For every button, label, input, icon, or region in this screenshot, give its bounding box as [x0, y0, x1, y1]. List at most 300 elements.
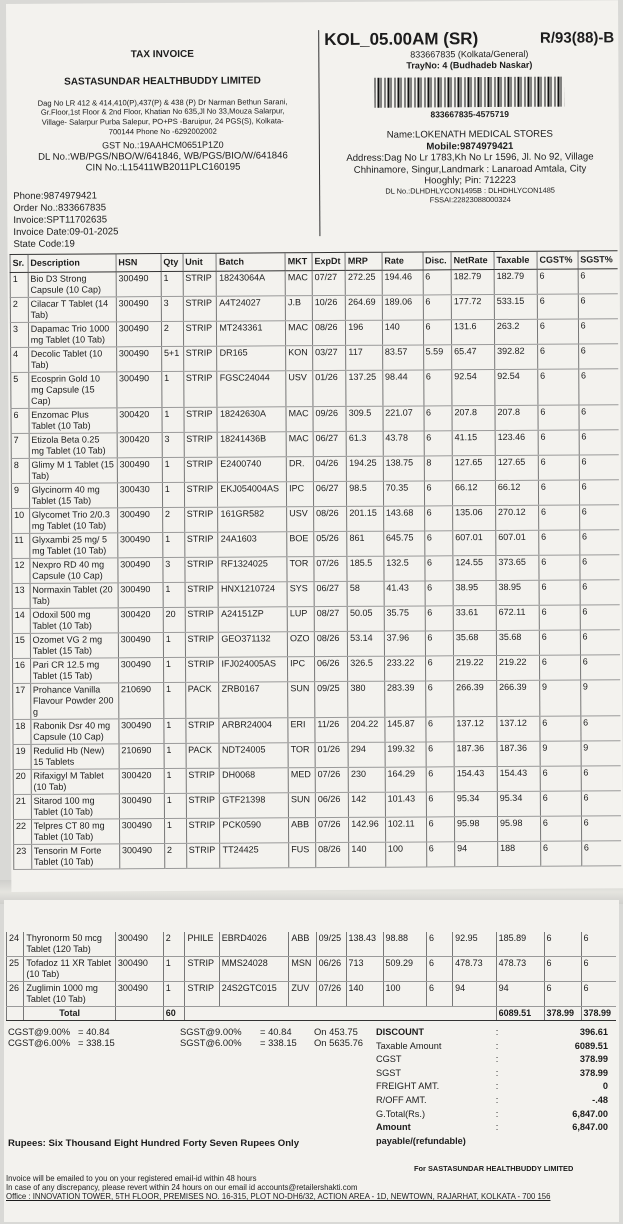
cell-unit: STRIP [185, 582, 219, 607]
cell-net: 137.12 [454, 717, 497, 742]
cell-unit: STRIP [184, 507, 218, 532]
company-address: Dag No LR 412 & 414,410(P),437(P) & 438 (P) Dr Narman Bethun Sarani, Gr.Floor,1st Floor & 2nd Floor, Khatian No 635,Jl No 33,Mouza Salarpur, Village- Salarpur Purba Salepur, PO+PS -Baruipur, 24 PGS(S), Kolkata- 700144 Phone No -6292002002 [37, 96, 288, 137]
summary-colon: : [495, 1054, 499, 1065]
cell-net: 65.47 [452, 345, 495, 370]
cell-net: 66.12 [452, 481, 495, 506]
cell-mrp: 142 [349, 792, 386, 817]
cell-desc: Glimy M 1 Tablet (15 Tab) [29, 458, 117, 484]
cell-cgst: 6 [540, 816, 581, 841]
customer-address-3: Hooghly; Pin: 712223 [424, 175, 516, 187]
route-line [324, 28, 614, 50]
cell-sr: 26 [7, 982, 24, 1007]
column-header-sgst: SGST% [578, 251, 618, 269]
invoice-sheet-bottom [4, 900, 619, 1222]
cell-sgst: 6 [579, 455, 619, 480]
cell-batch: 18241436B [218, 432, 287, 457]
cell-sr: 25 [7, 957, 24, 982]
cell-mrp: 326.5 [348, 656, 385, 681]
cell-batch: RF1324025 [218, 557, 287, 582]
cell-rate: 645.75 [383, 531, 424, 556]
cell-rate: 100 [385, 842, 426, 867]
order-meta [13, 189, 313, 251]
summary-value: 396.61 [579, 1027, 608, 1037]
summary-value: 378.99 [579, 1067, 608, 1078]
table-row [14, 841, 622, 870]
gst-number: GST No.:19AAHCM0651P1Z0 [102, 139, 224, 151]
cell-net: 95.34 [454, 792, 497, 817]
cell-tax: 94 [496, 982, 544, 1007]
cell-unit: STRIP [184, 457, 218, 482]
order-city: 833667835 (Kolkata/General) [410, 48, 529, 60]
cell-exp: 08/26 [316, 842, 349, 867]
cell-exp: 09/25 [316, 932, 346, 957]
cell-desc: Rabonik Dsr 40 mg Capsule (10 Cap) [31, 719, 119, 745]
cell-rate: 43.78 [383, 431, 424, 456]
cell-sgst: 6 [579, 505, 619, 530]
cell-rate: 221.07 [383, 406, 424, 431]
column-header-unit: Unit [183, 253, 217, 271]
cell-disc: 6 [423, 370, 452, 406]
cell-tax: 187.36 [497, 741, 540, 766]
cell-batch: ZRB0167 [219, 682, 288, 718]
cell-mkt: SUN [288, 682, 315, 718]
cell-unit: STRIP [186, 768, 220, 793]
cell-hsn: 300420 [118, 608, 163, 633]
cell-desc: Decolic Tablet (10 Tab) [28, 347, 116, 373]
cell-disc: 6 [423, 320, 452, 345]
cell-disc: 6 [424, 556, 453, 581]
cell-batch: ARBR24004 [219, 718, 288, 743]
cell-sgst: 6 [581, 716, 621, 741]
cell-sgst: 6 [579, 430, 619, 455]
column-header-batch: Batch [216, 253, 285, 271]
cell-desc: Tensorin M Forte Tablet (10 Tab) [31, 844, 119, 870]
cell-sgst: 6 [579, 405, 619, 430]
cell-rate: 98.44 [382, 370, 423, 406]
cell-mkt: ABB [289, 932, 316, 957]
cell-net: 478.73 [453, 957, 497, 982]
cell-exp: 06/27 [313, 481, 346, 506]
phone: Phone:9874979421 [13, 190, 97, 202]
cell-qty: 5+1 [161, 346, 183, 371]
cell-disc: 6 [426, 842, 455, 867]
cell-disc: 6 [425, 717, 454, 742]
cell-qty: 3 [162, 432, 184, 457]
cell-cgst: 6 [539, 630, 580, 655]
cell-hsn: 300490 [116, 272, 161, 297]
summary-value: 6,847.00 [572, 1108, 608, 1119]
cell-exp: 03/27 [313, 345, 346, 370]
cell-hsn: 300490 [116, 347, 161, 372]
cell-sr: 4 [11, 347, 29, 372]
table-row [7, 957, 617, 982]
cell-unit: STRIP [183, 321, 217, 346]
cell-mkt: MAC [286, 432, 313, 457]
cell-sgst: 6 [578, 269, 618, 294]
cell-net: 266.39 [454, 681, 497, 717]
column-header-tax: Taxable [494, 251, 537, 269]
for-company: For SASTASUNDAR HEALTHBUDDY LIMITED [414, 1164, 574, 1173]
route-code: KOL_05.00AM (SR) [324, 29, 479, 50]
summary-colon: : [495, 1040, 499, 1051]
table-row [10, 319, 618, 348]
cell-tax: 266.39 [497, 680, 540, 716]
cell-mkt: TOR [288, 743, 315, 768]
barcode [374, 77, 564, 108]
total-row [7, 1007, 617, 1021]
cell-rate: 189.06 [382, 295, 423, 320]
cell-batch: GTF21398 [220, 793, 289, 818]
cell-hsn: 300490 [115, 932, 163, 957]
cell-exp: 08/27 [314, 606, 347, 631]
cell-unit: STRIP [183, 346, 217, 371]
cell-sgst: 6 [581, 816, 621, 841]
cell-disc: 6 [424, 531, 453, 556]
cell-disc: 6 [427, 932, 453, 957]
cell-qty: 3 [163, 557, 185, 582]
cell-tax: 123.46 [495, 430, 538, 455]
cell-sgst: 6 [578, 294, 618, 319]
table-row [12, 655, 620, 684]
cell-mrp: 185.5 [347, 556, 384, 581]
summary-colon: : [495, 1094, 499, 1105]
cell-rate: 98.88 [383, 932, 427, 957]
cell-exp: 10/26 [312, 295, 345, 320]
cell-batch: EBRD4026 [219, 932, 289, 957]
cell-cgst: 6 [538, 405, 579, 430]
cell-sr: 23 [14, 844, 32, 869]
cin-number: CIN No.:L15411WB2011PLC160195 [85, 161, 241, 174]
cell-mrp: 272.25 [345, 270, 382, 295]
cell-rate: 509.29 [383, 957, 427, 982]
cell-rate: 83.57 [382, 345, 423, 370]
column-header-net: NetRate [451, 252, 494, 270]
cell-qty: 1 [163, 582, 185, 607]
cell-batch: 24S2GTC015 [219, 982, 289, 1007]
invoice-date: Invoice Date:09-01-2025 [13, 225, 119, 238]
cell-net: 154.43 [454, 767, 497, 792]
cell-batch: E2400740 [218, 457, 287, 482]
cell-mkt: IPC [287, 482, 314, 507]
cell-mrp: 264.69 [346, 295, 383, 320]
cell-tax: 127.65 [495, 455, 538, 480]
cell-disc: 6 [425, 656, 454, 681]
cell-mrp: 53.14 [348, 631, 385, 656]
barcode-text: 833667835-4575719 [430, 108, 509, 120]
summary-label: SGST [376, 1067, 402, 1078]
cell-rate: 143.68 [383, 506, 424, 531]
cell-mkt: BOE [287, 532, 314, 557]
summary-label: R/OFF AMT. [376, 1094, 427, 1105]
cell-qty: 2 [162, 507, 184, 532]
cell-sr: 17 [13, 683, 31, 719]
cell-hsn: 300420 [117, 408, 162, 433]
company-name: SASTASUNDAR HEALTHBUDDY LIMITED [64, 75, 261, 88]
cell-rate: 70.35 [383, 481, 424, 506]
cell-disc: 6 [425, 606, 454, 631]
tax-line-9: CGST@9.00% = 40.84 SGST@9.00% = 40.84 On 453.75 [8, 1026, 358, 1037]
cell-disc: 6 [423, 270, 452, 295]
cell-sgst: 6 [581, 932, 616, 957]
cell-sr: 13 [12, 583, 30, 608]
cell-net: 92.95 [453, 932, 497, 957]
customer-address-2: Chhinamore, Singur,Landmark : Lanaroad Amtala, City [353, 163, 587, 176]
cell-unit: STRIP [184, 407, 218, 432]
cell-exp: 01/26 [313, 370, 347, 406]
table-row [11, 405, 619, 434]
cell-net: 124.55 [453, 556, 496, 581]
cell-cgst: 9 [540, 741, 581, 766]
cell-sr: 2 [10, 297, 28, 322]
cell-mrp: 713 [346, 957, 383, 982]
cell-net: 41.15 [452, 431, 495, 456]
cell-batch: MMS24028 [219, 957, 289, 982]
cell-hsn: 300490 [118, 558, 163, 583]
table-row [11, 480, 619, 509]
summary-colon: : [495, 1081, 499, 1092]
cell-unit: STRIP [185, 982, 219, 1007]
cell-mrp: 196 [346, 320, 383, 345]
cell-mkt: USV [286, 371, 313, 407]
cell-net: 127.65 [452, 456, 495, 481]
cell-unit: PHILE [185, 932, 219, 957]
cell-sgst: 6 [580, 580, 620, 605]
cell-tax: 188 [498, 841, 541, 866]
cell-mkt: MSN [289, 957, 316, 982]
cell-disc: 6 [426, 767, 455, 792]
cell-hsn: 300490 [117, 533, 162, 558]
cell-tax: 607.01 [496, 530, 539, 555]
table-row [11, 344, 619, 373]
cell-cgst: 6 [537, 319, 578, 344]
cell-exp: 07/26 [316, 982, 346, 1007]
cell-cgst: 6 [539, 580, 580, 605]
cell-qty: 1 [162, 371, 184, 407]
customer-mobile: Mobile:9874979421 [426, 140, 514, 153]
cell-hsn: 300490 [119, 819, 164, 844]
summary-label: G.Total(Rs.) [376, 1108, 426, 1119]
summary-colon: : [495, 1027, 499, 1037]
cell-net: 38.95 [453, 581, 496, 606]
cell-sr: 24 [7, 932, 24, 957]
column-header-desc: Description [28, 254, 116, 273]
summary-row [376, 1040, 608, 1054]
cell-rate: 194.46 [382, 270, 423, 295]
cell-qty: 1 [163, 682, 185, 718]
cell-net: 92.54 [452, 370, 495, 406]
cell-unit: STRIP [185, 607, 219, 632]
cell-mkt: FUS [289, 843, 316, 868]
cell-sr: 21 [13, 794, 31, 819]
cell-hsn: 300490 [119, 794, 164, 819]
table-row [10, 269, 618, 298]
cell-mrp: 58 [347, 581, 384, 606]
cell-net: 607.01 [453, 531, 496, 556]
cell-batch: FGSC24044 [217, 371, 286, 407]
summary-row [376, 1053, 608, 1067]
cell-mrp: 294 [348, 742, 385, 767]
cell-hsn: 300430 [117, 483, 162, 508]
summary-label: Taxable Amount [376, 1040, 442, 1051]
cell-mrp: 50.05 [347, 606, 384, 631]
cell-rate: 138.75 [383, 456, 424, 481]
cell-mrp: 140 [349, 842, 386, 867]
table-row [10, 294, 618, 323]
cell-tax: 533.15 [494, 294, 537, 319]
cell-unit: STRIP [184, 557, 218, 582]
cell-disc: 6 [426, 742, 455, 767]
customer-dl: DL No.:DLHDHLYCON1495B : DLHDHLYCON1485 [385, 185, 555, 196]
cell-unit: STRIP [183, 296, 217, 321]
cell-desc: Ozomet VG 2 mg Tablet (15 Tab) [30, 633, 118, 659]
cell-cgst: 6 [540, 766, 581, 791]
table-row [12, 505, 620, 534]
cell-net: 182.79 [451, 270, 494, 295]
column-header-exp: ExpDt [312, 252, 345, 270]
cell-sr: 9 [11, 483, 29, 508]
cell-sr: 22 [13, 819, 31, 844]
cell-mkt: MAC [285, 271, 312, 296]
cell-exp: 07/27 [312, 270, 345, 295]
cell-unit: PACK [186, 743, 220, 768]
cell-net: 35.68 [453, 631, 496, 656]
cell-exp: 05/26 [314, 531, 347, 556]
cell-batch: DH0068 [220, 768, 289, 793]
cell-tax: 95.98 [497, 816, 540, 841]
cell-unit: STRIP [183, 371, 217, 407]
cell-desc: Thyronorm 50 mcg Tablet (120 Tab) [24, 932, 115, 957]
cell-rate: 233.22 [384, 656, 425, 681]
cell-mkt: SUN [288, 793, 315, 818]
cell-tax: 95.34 [497, 791, 540, 816]
cell-qty: 1 [164, 818, 186, 843]
cell-net: 207.8 [452, 406, 495, 431]
cell-unit: PACK [185, 682, 219, 718]
cell-unit: STRIP [183, 271, 217, 296]
cell-tax: 92.54 [495, 369, 538, 405]
cell-cgst: 6 [538, 369, 579, 405]
cell-exp: 06/27 [313, 431, 346, 456]
cell-sr: 6 [11, 408, 29, 433]
total-label: Total [24, 1007, 115, 1021]
cell-qty: 1 [164, 793, 186, 818]
cell-unit: STRIP [185, 718, 219, 743]
cell-desc: Glycinorm 40 mg Tablet (15 Tab) [29, 483, 117, 509]
cell-net: 135.06 [453, 506, 496, 531]
cell-sr: 18 [13, 719, 31, 744]
cell-exp: 04/26 [313, 456, 346, 481]
column-header-qty: Qty [161, 253, 183, 271]
cell-mrp: 137.25 [346, 370, 383, 406]
cell-batch: IFJ024005AS [219, 657, 288, 682]
cell-sr: 7 [11, 433, 29, 458]
cell-sr: 1 [10, 272, 28, 297]
cell-cgst: 6 [539, 555, 580, 580]
cell-disc: 6 [424, 481, 453, 506]
cell-sr: 16 [12, 658, 30, 683]
cell-hsn: 300490 [118, 583, 163, 608]
cell-tax: 392.82 [495, 344, 538, 369]
cell-cgst: 6 [539, 605, 580, 630]
cell-exp: 06/26 [316, 957, 346, 982]
summary-row [376, 1094, 608, 1108]
cell-unit: STRIP [185, 632, 219, 657]
cell-tax: 38.95 [496, 580, 539, 605]
customer-name: Name:LOKENATH MEDICAL STORES [386, 128, 553, 141]
cell-hsn: 300490 [116, 322, 161, 347]
total-qty: 60 [163, 1007, 185, 1021]
customer-fssai: FSSAI:22823088000324 [429, 194, 511, 205]
cell-desc: Telpres CT 80 mg Tablet (10 Tab) [31, 819, 119, 845]
cell-hsn: 210690 [119, 744, 164, 769]
total-cgst: 378.99 [544, 1007, 581, 1021]
cell-qty: 2 [163, 932, 185, 957]
column-header-disc: Disc. [423, 252, 452, 270]
cell-net: 131.6 [451, 320, 494, 345]
cell-desc: Prohance Vanilla Flavour Powder 200 g [30, 683, 118, 720]
cell-tax: 219.22 [496, 655, 539, 680]
cell-hsn: 300490 [116, 297, 161, 322]
cell-sgst: 6 [578, 319, 618, 344]
cell-net: 219.22 [453, 656, 496, 681]
cell-qty: 1 [163, 657, 185, 682]
table-row [11, 430, 619, 459]
cell-disc: 6 [426, 817, 455, 842]
cell-rate: 164.29 [385, 767, 426, 792]
cell-qty: 1 [162, 457, 184, 482]
cell-sgst: 6 [581, 957, 616, 982]
total-taxable: 6089.51 [496, 1007, 544, 1021]
seller-header [12, 8, 313, 250]
summary-label: Amount payable/(refundable) [376, 1122, 466, 1146]
cell-sr: 3 [10, 322, 28, 347]
cell-mrp: 230 [348, 767, 385, 792]
cell-desc: Zuglimin 1000 mg Tablet (10 Tab) [24, 982, 115, 1007]
cell-mkt: MED [288, 768, 315, 793]
summary-value: 6,847.00 [572, 1122, 608, 1133]
cell-exp: 01/26 [315, 742, 348, 767]
cell-net: 95.98 [454, 817, 497, 842]
cell-tax: 373.65 [496, 555, 539, 580]
cell-unit: STRIP [185, 957, 219, 982]
cell-rate: 140 [382, 320, 423, 345]
cell-disc: 6 [427, 982, 453, 1007]
cell-disc: 5.59 [423, 345, 452, 370]
invoice-sheet-top [6, 0, 623, 892]
cell-cgst: 6 [538, 480, 579, 505]
cell-qty: 1 [164, 768, 186, 793]
cell-hsn: 300490 [119, 844, 164, 869]
cell-desc: Etizola Beta 0.25 mg Tablet (10 Tab) [29, 433, 117, 459]
tax-breakup [8, 1026, 368, 1048]
header-divider [318, 30, 320, 236]
cell-cgst: 6 [537, 294, 578, 319]
cell-disc: 6 [424, 506, 453, 531]
cell-rate: 145.87 [385, 717, 426, 742]
cell-cgst: 6 [538, 505, 579, 530]
cell-cgst: 6 [537, 344, 578, 369]
cell-unit: STRIP [184, 532, 218, 557]
cell-desc: Rifaxigyl M Tablet (10 Tab) [31, 769, 119, 795]
cell-mrp: 138.43 [346, 932, 383, 957]
cell-batch: MT243361 [217, 321, 286, 346]
cell-net: 33.61 [453, 606, 496, 631]
table-row [11, 455, 619, 484]
cell-tax: 270.12 [495, 505, 538, 530]
table-row [11, 369, 619, 409]
cell-batch: NDT24005 [219, 743, 288, 768]
cell-sr: 5 [11, 372, 29, 408]
